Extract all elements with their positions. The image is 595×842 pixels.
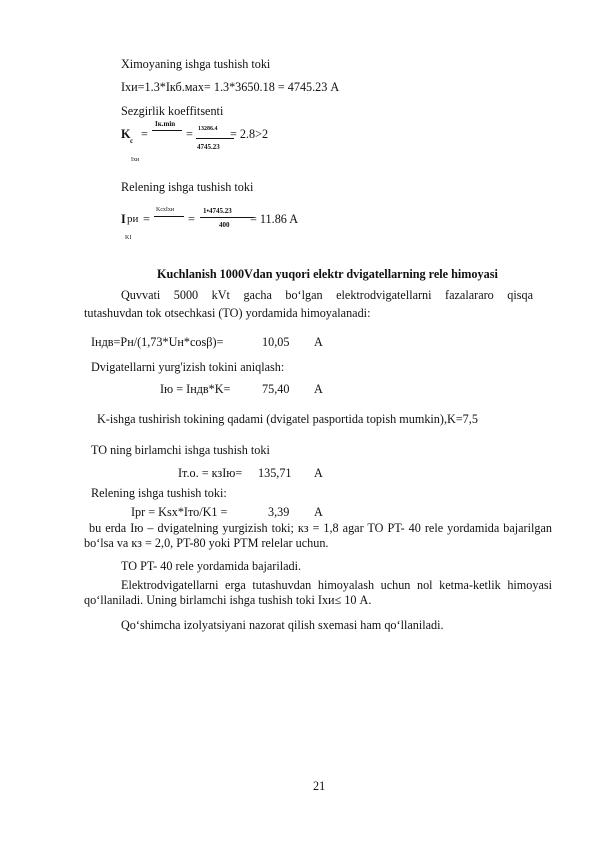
ip-num: KсхIхи	[156, 207, 175, 213]
starting-current-formula: Iю = Iндв*K=	[160, 382, 231, 396]
relay-pickup-value: 3,39	[268, 505, 290, 519]
ip-frac-line	[154, 216, 184, 217]
paragraph-1-line-2: tutashuvdan tok otsechkasi (TO) yordamida himoyalanadi:	[84, 306, 371, 320]
ip-num2: 1•4745.23	[203, 207, 232, 215]
protection-current-formula: Iхи=1.3*Iкб.мах= 1.3*3650.18 = 4745.23 A	[121, 80, 340, 94]
kc-eq: =	[141, 127, 148, 141]
starting-current-title: Dvigatellarni yurg'izish tokini aniqlash:	[91, 360, 285, 374]
protection-current-title: Ximoyaning ishga tushish toki	[121, 57, 271, 71]
ip-frac-line2	[200, 217, 254, 218]
ip-sub: ри	[127, 213, 139, 225]
ip-den2: 400	[219, 221, 230, 229]
page-number: 21	[313, 779, 326, 793]
rated-current-formula: Iндв=Pн/(1,73*Uн*cosβ)=	[91, 335, 224, 349]
kc-frac-line2	[196, 138, 234, 139]
rated-current-value: 10,05	[262, 335, 290, 349]
rated-current-unit: A	[314, 335, 323, 349]
to-primary-unit: A	[314, 466, 323, 480]
paragraph-2: bu erda Iю – dvigatelning yurgizish toki; кз = 1,8 agar TO PT- 40 rele yordamida bajarilgan bo‘lsa va кз = 2,0, PT-80 yoki PTM relelar uchun.	[84, 521, 552, 551]
kc-sub: c	[130, 137, 134, 145]
to-primary-value: 135,71	[258, 466, 292, 480]
sensitivity-title: Sezgirlik koeffitsenti	[121, 104, 224, 118]
starting-current-unit: A	[314, 382, 323, 396]
to-primary-formula: Iт.о. = кзIю=	[178, 466, 243, 480]
to-primary-title: TO ning birlamchi ishga tushish toki	[91, 443, 270, 457]
kc-result: = 2.8>2	[230, 127, 269, 141]
kc-num: Iк.min	[155, 120, 176, 128]
ip-result: = 11.86 A	[250, 212, 299, 226]
ip-lhs: I	[121, 212, 126, 226]
kc-den: Iхи	[131, 157, 140, 163]
ip-eq2: =	[188, 212, 195, 226]
relay-pickup-unit: A	[314, 505, 323, 519]
paragraph-4: Qo‘shimcha izolyatsiyani nazorat qilish sxemasi ham qo‘llaniladi.	[121, 618, 444, 632]
ip-den: KI	[125, 235, 132, 241]
relay-pickup-title: Relening ishga tushish toki:	[91, 486, 227, 500]
paragraph-3: Elektrodvigatellarni erga tutashuvdan himoyalash uchun nol ketma-ketlik himoyasi qo‘llaniladi. Uning birlamchi ishga tushish toki Iхи≤ 10 A.	[84, 578, 552, 608]
kc-lhs: K	[121, 127, 131, 141]
ip-eq: =	[143, 212, 150, 226]
kc-eq2: =	[186, 127, 193, 141]
kc-num2: 13286.4	[198, 126, 218, 132]
relay-pickup-formula: Ipr = Ksx*Iто/K1 =	[131, 505, 228, 519]
to-note: TO PT- 40 rele yordamida bajariladi.	[121, 559, 302, 573]
relay-current-title: Relening ishga tushish toki	[121, 180, 254, 194]
kc-frac-line	[152, 130, 182, 131]
starting-current-value: 75,40	[262, 382, 290, 396]
k-note: K-ishga tushirish tokining qadami (dvigatel pasportida topish mumkin),K=7,5	[97, 412, 478, 426]
paragraph-1-line-1: Quvvati 5000 kVt gacha bo‘lgan elektrodvigatellarni fazalararo qisqa	[121, 288, 533, 302]
kc-den2: 4745.23	[197, 143, 220, 151]
section-heading: Kuchlanish 1000Vdan yuqori elektr dvigatellarning rele himoyasi	[157, 267, 498, 281]
